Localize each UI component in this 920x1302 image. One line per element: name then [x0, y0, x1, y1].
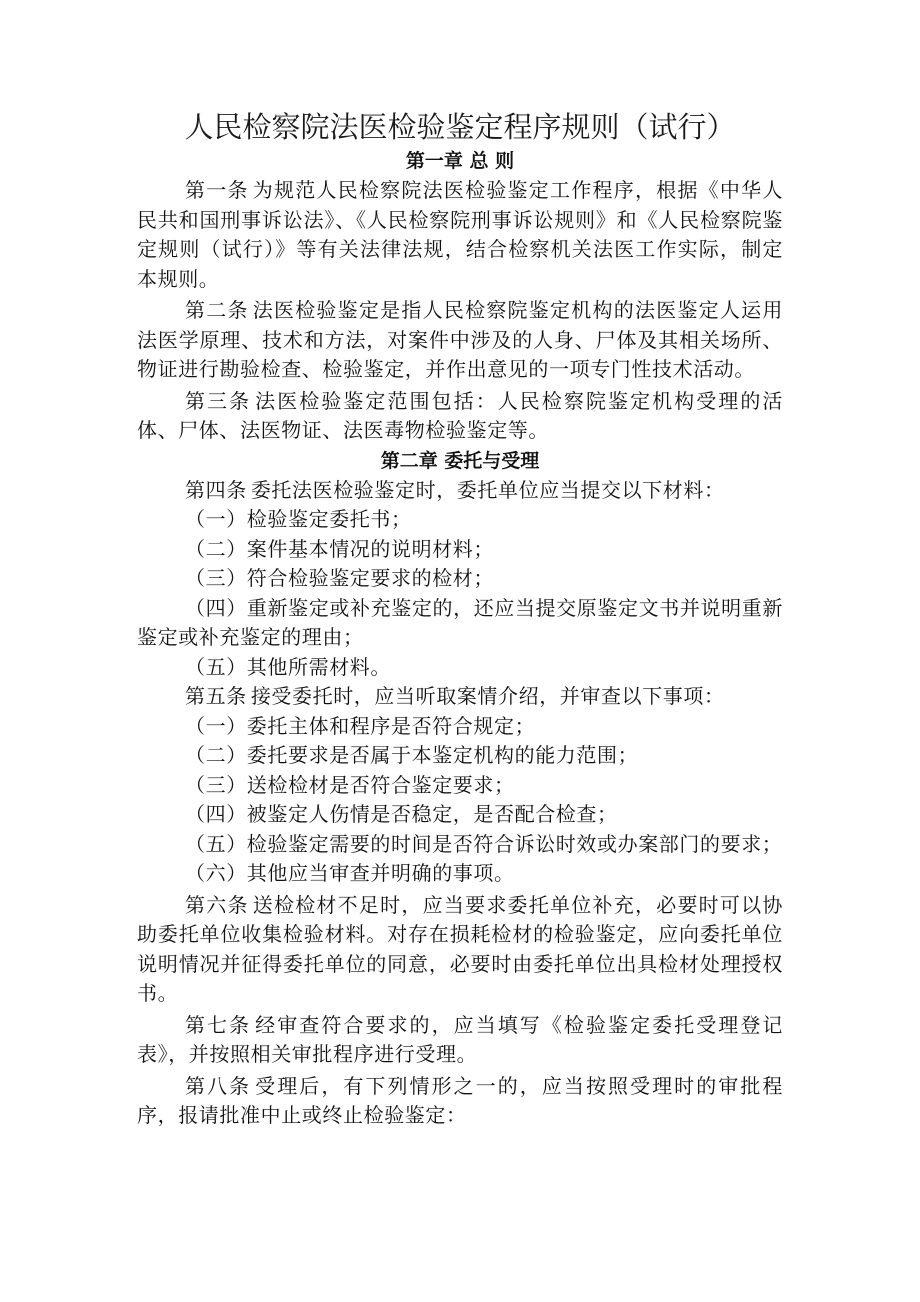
article-4-item: （一）检验鉴定委托书； — [185, 507, 412, 531]
article-1 — [137, 176, 783, 294]
article-label: 第五条 — [185, 684, 247, 708]
article-3 — [137, 387, 783, 446]
chapter-2-heading: 第二章 委托与受理 — [380, 449, 540, 472]
chapter-1-heading: 第一章 总 则 — [405, 150, 515, 172]
article-label: 第二条 — [185, 298, 249, 322]
article-6 — [137, 891, 783, 1009]
article-label: 第一条 — [185, 178, 249, 202]
article-5-item: （一）委托主体和程序是否符合规定； — [185, 713, 536, 738]
article-label: 第三条 — [185, 388, 252, 413]
article-text: 受理后，有下列情形之一的，应当按照受理时的审批程序，报请批准中止或终止检验鉴定： — [137, 1073, 783, 1127]
article-label: 第七条 — [185, 1012, 252, 1037]
article-5-item: （二）委托要求是否属于本鉴定机构的能力范围； — [185, 743, 639, 767]
article-text: 法医检验鉴定范围包括：人民检察院鉴定机构受理的活体、尸体、法医物证、法医毒物检验鉴定等。 — [137, 388, 783, 442]
article-4-item: （五）其他所需材料。 — [185, 654, 391, 679]
article-5 — [137, 682, 783, 712]
article-4-item: （二）案件基本情况的说明材料； — [185, 536, 494, 561]
article-7 — [137, 1011, 783, 1070]
article-4-item: （三）符合检验鉴定要求的检材； — [185, 566, 494, 590]
article-label: 第六条 — [185, 892, 249, 917]
article-label: 第四条 — [185, 477, 247, 502]
article-5-item: （四）被鉴定人伤情是否稳定，是否配合检查； — [185, 802, 618, 826]
article-text: 为规范人民检察院法医检验鉴定工作程序，根据《中华人民共和国刑事诉讼法》、《人民检察院刑事诉讼规则》和《人民检察院鉴定规则（试行）》等有关法律法规，结合检察机关法医工作实际，制定本规则。 — [137, 178, 783, 291]
document-title: 人民检察院法医检验鉴定程序规则（试行） — [184, 110, 736, 144]
article-text: 送检检材不足时，应当要求委托单位补充，必要时可以协助委托单位收集检验材料。对存在损耗检材的检验鉴定，应向委托单位说明情况并征得委托单位的同意，必要时由委托单位出具检材处理授权书。 — [137, 892, 783, 1005]
article-4 — [137, 476, 783, 506]
article-5-item: （三）送检检材是否符合鉴定要求； — [185, 772, 515, 797]
article-label: 第八条 — [185, 1073, 252, 1098]
article-5-item: （六）其他应当审查并明确的事项。 — [185, 861, 515, 885]
article-text: 接受委托时，应当听取案情介绍，并审查以下事项： — [250, 684, 725, 708]
article-text: 法医检验鉴定是指人民检察院鉴定机构的法医鉴定人运用法医学原理、技术和方法，对案件中涉及的人身、尸体及其相关场所、物证进行勘验检查、检验鉴定，并作出意见的一项专门性技术活动。 — [137, 298, 783, 381]
article-2 — [137, 296, 783, 385]
article-text: 委托法医检验鉴定时，委托单位应当提交以下材料： — [250, 477, 725, 502]
article-4-item: （四）重新鉴定或补充鉴定的，还应当提交原鉴定文书并说明重新鉴定或补充鉴定的理由； — [137, 595, 783, 649]
article-text: 经审查符合要求的，应当填写《检验鉴定委托受理登记表》，并按照相关审批程序进行受理。 — [137, 1012, 783, 1066]
article-5-item: （五）检验鉴定需要的时间是否符合诉讼时效或办案部门的要求； — [185, 831, 783, 856]
article-8 — [137, 1072, 783, 1131]
document-page — [137, 108, 783, 1131]
